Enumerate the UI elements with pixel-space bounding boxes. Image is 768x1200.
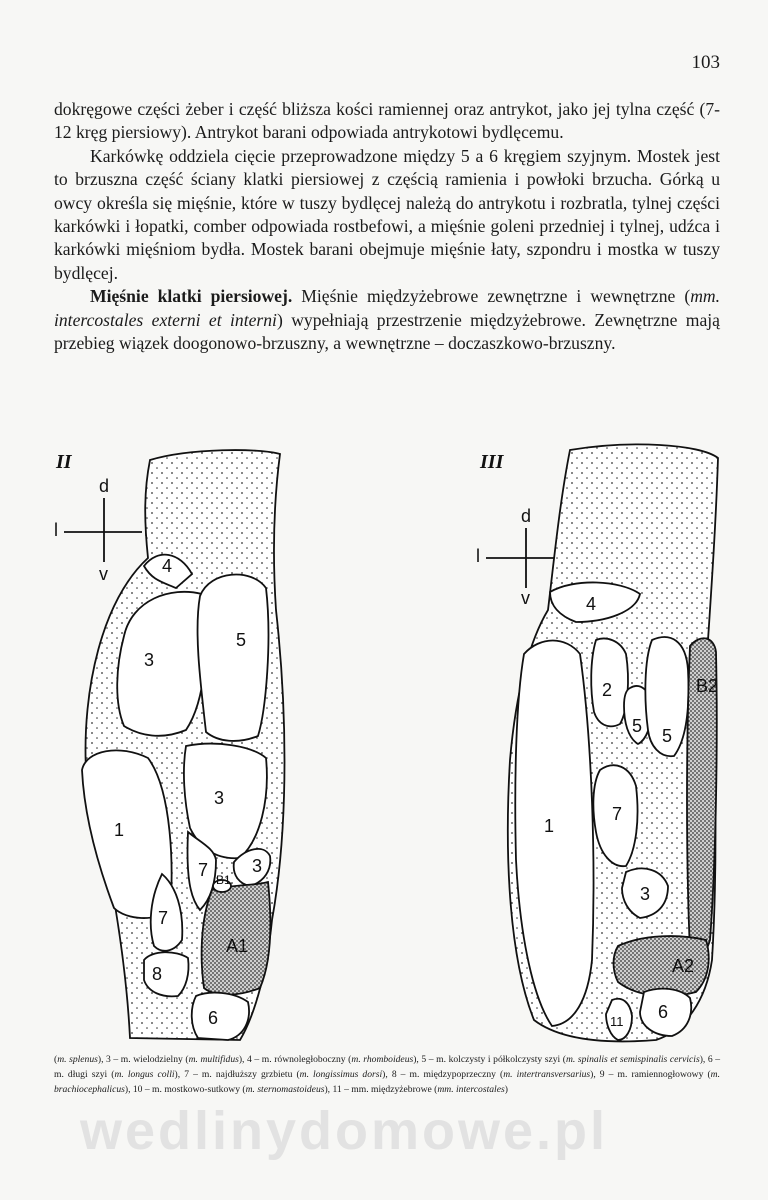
section-heading: Mięśnie klatki piersiowej. xyxy=(90,286,293,307)
paragraph-3 xyxy=(54,285,720,355)
compass-v: v xyxy=(99,564,108,584)
caption-latin: m. splenus xyxy=(57,1054,98,1065)
anatomical-figure xyxy=(40,440,740,1060)
caption-latin: m. rhomboideus xyxy=(351,1054,414,1065)
caption-latin: m. longissimus dorsi xyxy=(299,1069,383,1080)
caption-part: ), 4 – m. równoległoboczny ( xyxy=(238,1054,352,1065)
figure-III-numeral: III xyxy=(480,451,504,473)
left-label-A1: A1 xyxy=(226,936,249,956)
left-label-6: 6 xyxy=(208,1008,219,1028)
caption-latin: m. spinalis et semispinalis cervicis xyxy=(566,1054,700,1065)
compass-d: d xyxy=(99,476,110,496)
caption-part: ), 10 – m. mostkowo-sutkowy ( xyxy=(124,1084,246,1095)
caption-part: ( xyxy=(54,1054,58,1065)
compass-d-right: d xyxy=(521,506,532,526)
figure-svg xyxy=(40,440,740,1060)
caption-latin: mm. intercostales xyxy=(437,1084,505,1095)
left-label-2: 3 xyxy=(144,650,155,670)
caption-part: ), 11 – mm. międzyżebrowe ( xyxy=(324,1084,438,1095)
left-label-3: 3 xyxy=(214,788,225,808)
left-label-1: 1 xyxy=(114,820,125,840)
caption-part: ), 8 – m. międzypoprzeczny ( xyxy=(382,1069,504,1080)
paragraph-1: dokręgowe części żeber i część bliższa kości ramiennej oraz antrykot, jako jej tylna część (7-12 kręg piersiowy). Antrykot barani odpowiada antrykotowi bydlęcemu. xyxy=(54,99,720,143)
compass-v-right: v xyxy=(521,588,530,608)
caption-part: ), 7 – m. najdłuższy grzbietu ( xyxy=(174,1069,300,1080)
body-text xyxy=(54,98,720,355)
compass-l-right: l xyxy=(476,546,480,566)
caption-part: ) xyxy=(504,1084,508,1095)
right-label-B2: B2 xyxy=(696,676,719,696)
left-label-7a: 7 xyxy=(198,860,209,880)
right-label-5a: 5 xyxy=(632,716,643,736)
right-label-3: 3 xyxy=(640,884,651,904)
caption-part: ), 5 – m. kolczysty i półkolczysty szyi ( xyxy=(413,1054,566,1065)
right-label-4: 4 xyxy=(586,594,597,614)
compass-l: l xyxy=(54,520,58,540)
left-muscle-8 xyxy=(144,952,189,996)
paragraph-2: Karkówkę oddziela cięcie przeprowadzone między 5 a 6 kręgiem szyjnym. Mostek jest to brzuszna część ściany klatki piersiowej z częścią ramienia i powłoki brzucha. Górką u owcy określa się mięśnie, które w tuszy bydlęcej należą do antrykotu i rozbratla, tylnej części karkówki i łopatki, comber odpowiada rostbefowi, a mięśnie goleni przedniej i tylnej, udźca i karkówki mięśniom bydła. Mostek barani obejmuje mięśnie łaty, szpondru i mostka w tuszy bydlęcej. xyxy=(54,145,720,283)
watermark: wedlinydomowe.pl xyxy=(80,1101,609,1161)
figure-II-numeral: II xyxy=(56,451,72,473)
paragraph-3-text-b: ) wypełniają przestrzenie międzyżebrowe. Zewnętrzne mają przebieg wiązek doogonowo-brzuszny, a wewnętrzne – doczaszkowo-brzuszny. xyxy=(54,309,720,354)
latin-term: mm. intercostales externi et interni xyxy=(54,286,720,330)
right-label-5b: 5 xyxy=(662,726,673,746)
caption-latin: m. longus colli xyxy=(114,1069,175,1080)
right-label-6: 6 xyxy=(658,1002,669,1022)
caption-latin: m. sternomastoideus xyxy=(245,1084,325,1095)
caption-part: ), 3 – m. wielodzielny ( xyxy=(97,1054,189,1065)
page-number: 103 xyxy=(691,52,720,73)
left-label-4: 4 xyxy=(162,556,173,576)
right-label-A2: A2 xyxy=(672,956,695,976)
right-label-7: 7 xyxy=(612,804,623,824)
left-muscle-5 xyxy=(198,575,269,741)
left-label-7b: 7 xyxy=(158,908,169,928)
right-region-A2 xyxy=(614,936,709,996)
caption-part: ), 9 – m. ramiennogłowowy ( xyxy=(590,1069,711,1080)
left-label-3b: 3 xyxy=(252,856,263,876)
caption-part: ), 6 – m. długi szyi ( xyxy=(54,1054,721,1080)
right-label-2: 2 xyxy=(602,680,613,700)
paragraph-3-text-a: Mięśnie międzyżebrowe zewnętrzne i wewnętrzne ( xyxy=(292,286,691,307)
caption-latin: m. multifidus xyxy=(188,1054,239,1065)
caption-latin: m. intertransversarius xyxy=(503,1069,591,1080)
left-label-5: 5 xyxy=(236,630,247,650)
left-muscle-6 xyxy=(192,993,249,1040)
right-label-11: 11 xyxy=(610,1014,624,1029)
right-label-1: 1 xyxy=(544,816,555,836)
left-label-B1: B1 xyxy=(216,873,231,887)
left-label-8: 8 xyxy=(152,964,163,984)
figure-caption xyxy=(54,1052,720,1097)
caption-latin: m. brachiocephalicus xyxy=(54,1069,720,1095)
